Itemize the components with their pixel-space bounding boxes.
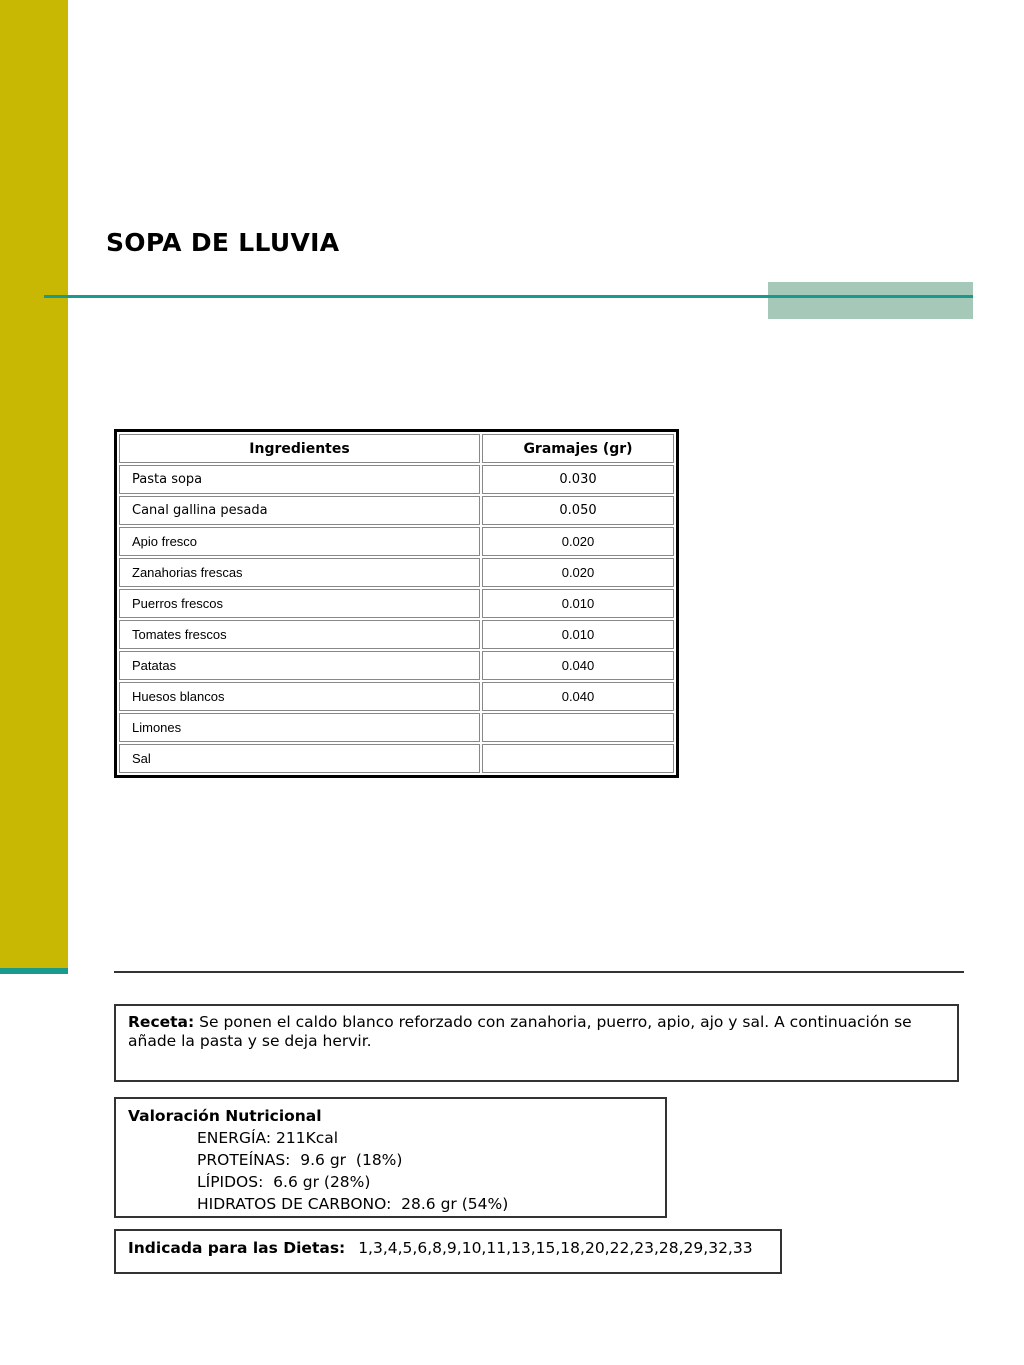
ingredient-grams: 0.040 [482,682,674,711]
table-row [119,496,674,525]
ingredient-grams: 0.010 [482,620,674,649]
ingredient-name: Pasta sopa [119,465,480,494]
ingredient-grams: 0.010 [482,589,674,618]
ingredient-grams: 0.020 [482,527,674,556]
table-row [119,651,674,680]
table-row [119,527,674,556]
ingredient-grams: 0.020 [482,558,674,587]
ingredient-name: Huesos blancos [119,682,480,711]
table-row [119,682,674,711]
nutrition-carbs: HIDRATOS DE CARBONO: 28.6 gr (54%) [197,1195,509,1213]
diets-box [114,1229,782,1274]
ingredient-grams: 0.040 [482,651,674,680]
ingredient-name: Canal gallina pesada [119,496,480,525]
header-gramajes: Gramajes (gr) [482,434,674,463]
nutrition-proteins: PROTEÍNAS: 9.6 gr (18%) [197,1151,403,1169]
header-ingredientes: Ingredientes [119,434,480,463]
ingredient-name: Limones [119,713,480,742]
ingredient-name: Puerros frescos [119,589,480,618]
ingredient-name: Sal [119,744,480,773]
nutrition-heading: Valoración Nutricional [128,1107,322,1125]
ingredient-grams: 0.030 [482,465,674,494]
recipe-text: Se ponen el caldo blanco reforzado con zanahoria, puerro, apio, ajo y sal. A continuación se añade la pasta y se deja hervir. [128,1013,912,1050]
diets-value: 1,3,4,5,6,8,9,10,11,13,15,18,20,22,23,28,29,32,33 [358,1239,753,1257]
table-header-row [119,434,674,463]
ingredient-name: Apio fresco [119,527,480,556]
sidebar-decoration [0,0,68,968]
table-row [119,465,674,494]
sidebar-foot-decoration [0,968,68,974]
table-row [119,620,674,649]
nutrition-box [114,1097,667,1218]
nutrition-lipids: LÍPIDOS: 6.6 gr (28%) [197,1173,371,1191]
ingredient-grams [482,713,674,742]
ingredient-name: Zanahorias frescas [119,558,480,587]
table-row [119,713,674,742]
ingredient-grams: 0.050 [482,496,674,525]
ingredients-table [114,429,679,778]
title-underline [44,295,973,298]
table-row [119,589,674,618]
recipe-label: Receta: [128,1013,195,1031]
title-accent-block [768,282,973,319]
section-divider [114,971,964,973]
table-row [119,744,674,773]
ingredient-name: Patatas [119,651,480,680]
page-title: SOPA DE LLUVIA [106,228,340,257]
nutrition-energy: ENERGÍA: 211Kcal [197,1129,339,1147]
ingredient-name: Tomates frescos [119,620,480,649]
table-row [119,558,674,587]
ingredient-grams [482,744,674,773]
recipe-box [114,1004,959,1082]
diets-label: Indicada para las Dietas: [128,1239,346,1257]
